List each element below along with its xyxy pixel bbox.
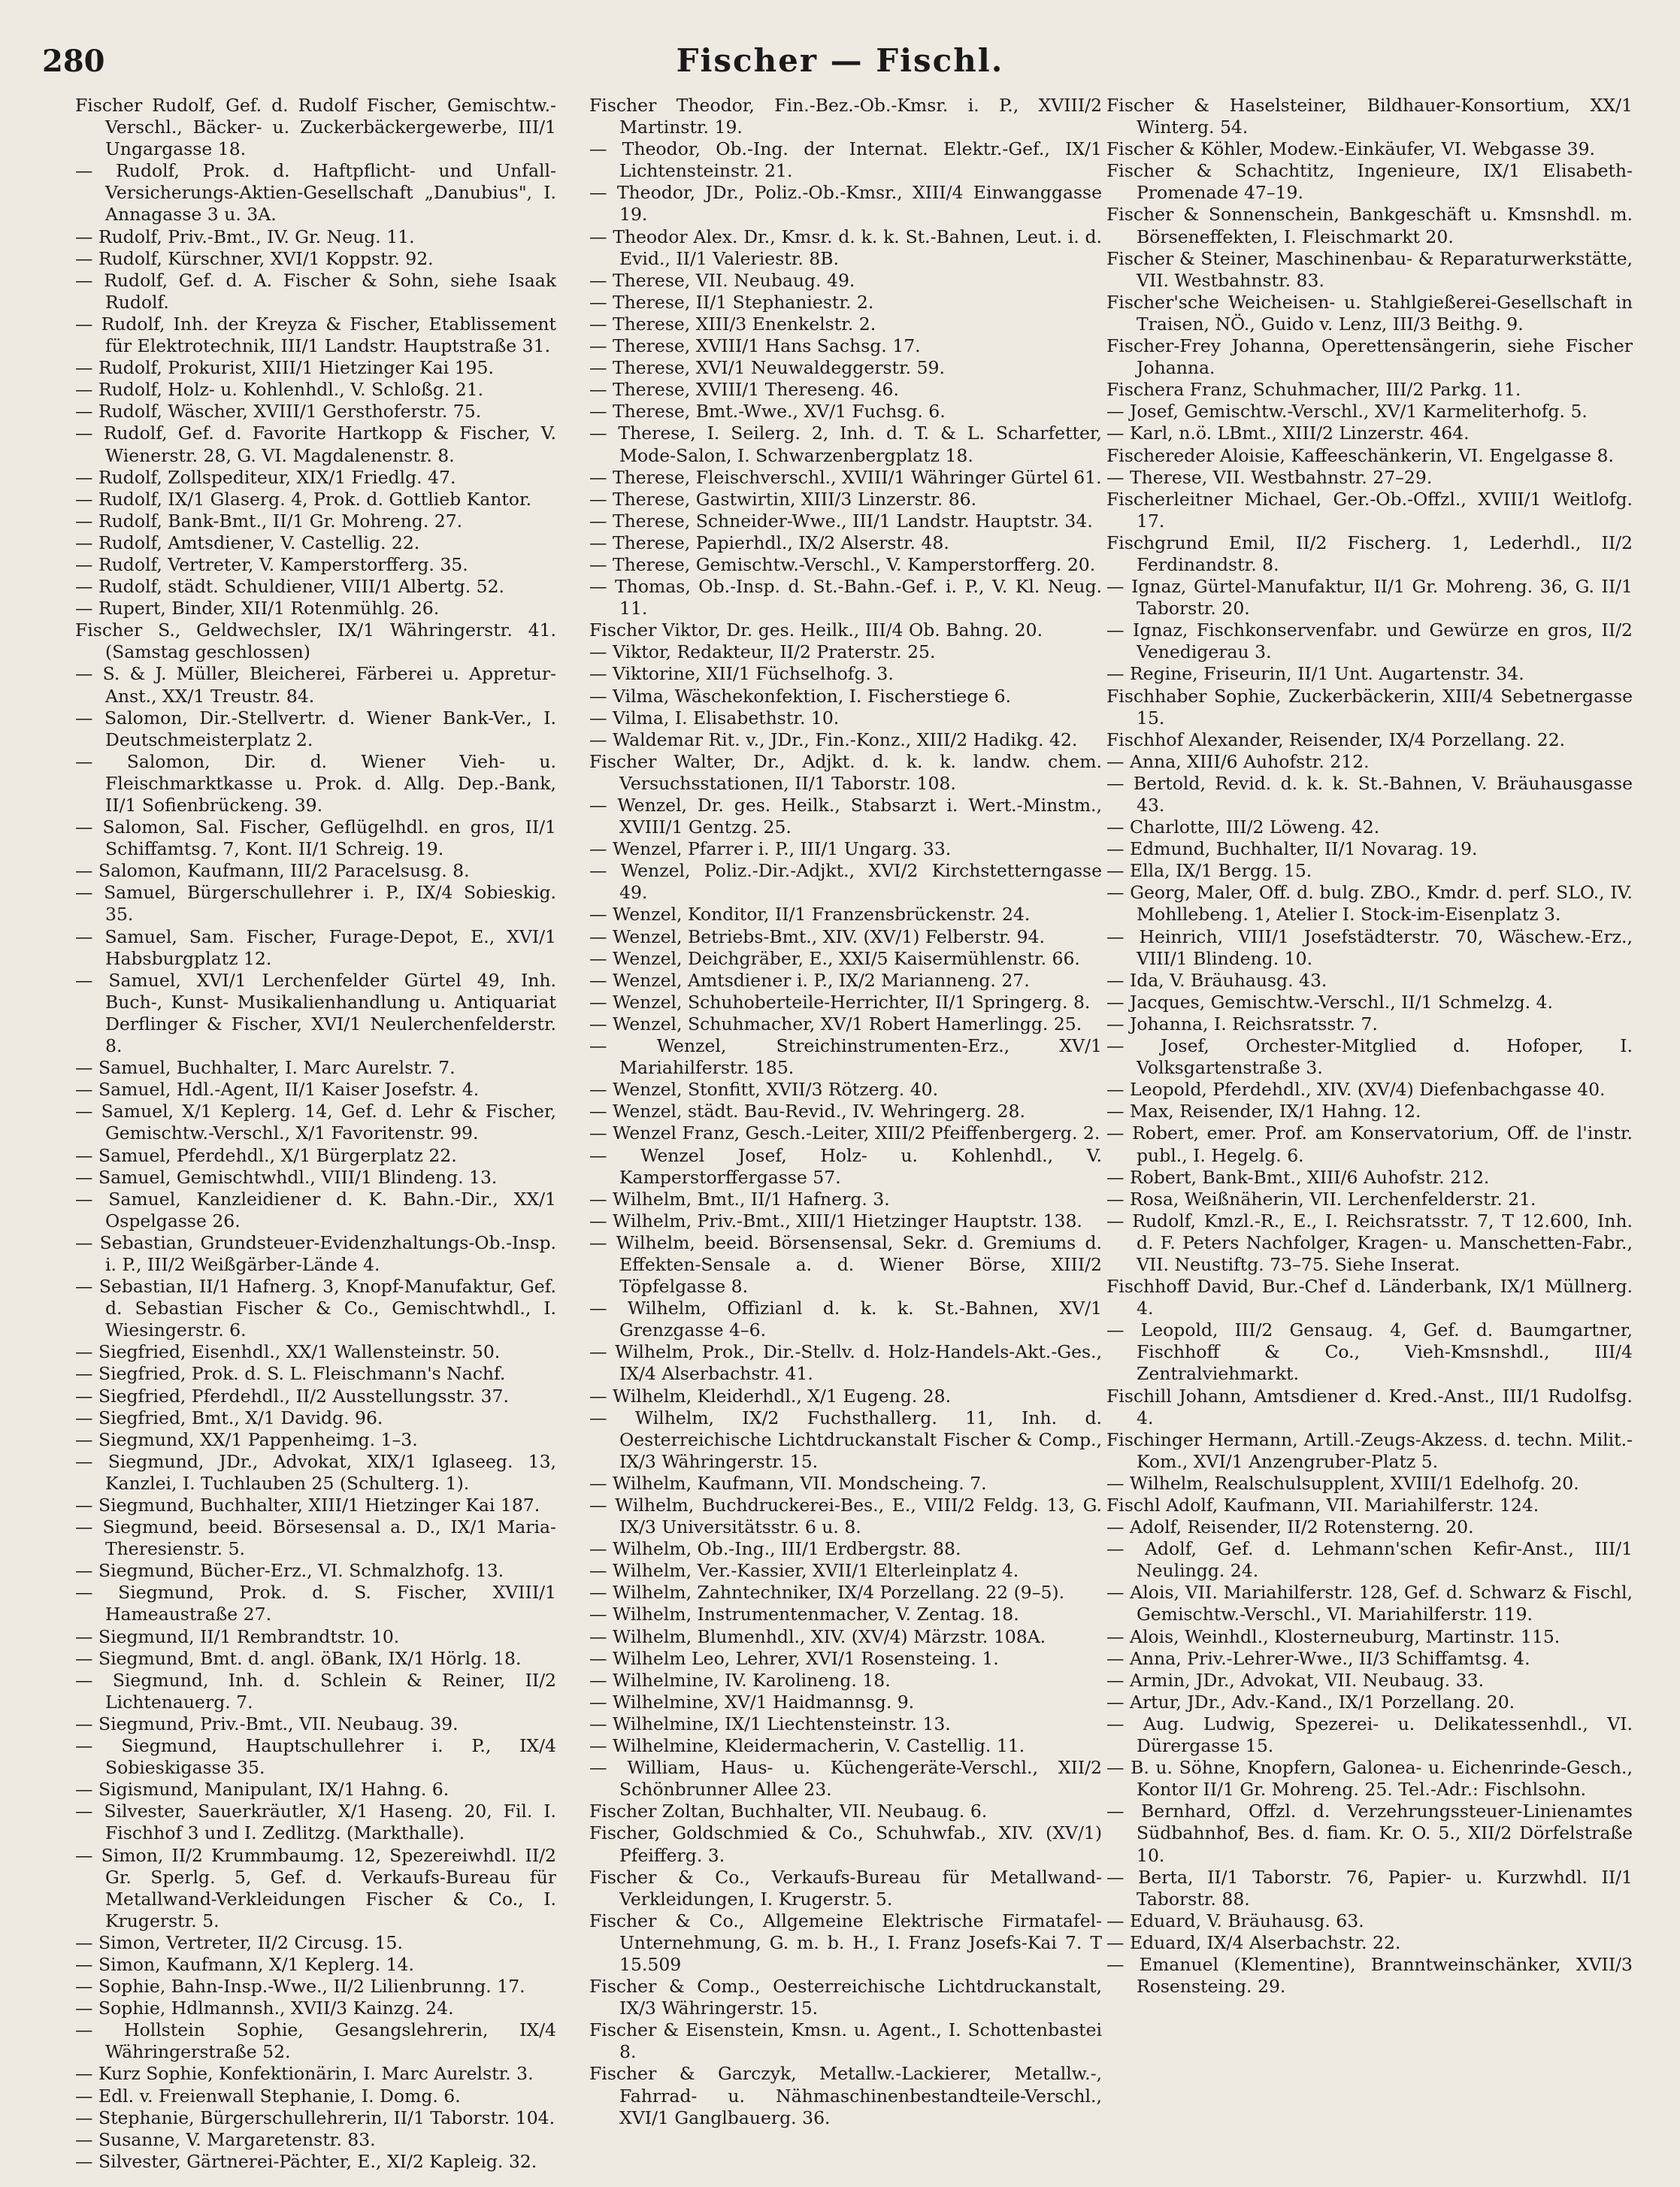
directory-entry: — Eduard, V. Bräuhausg. 63. bbox=[1106, 1910, 1364, 1931]
directory-entry: — Therese, VII. Westbahnstr. 27–29. bbox=[1106, 466, 1433, 488]
directory-entry: — Silvester, Gärtnerei-Pächter, E., XI/2 Kapleig. 32. bbox=[75, 2150, 537, 2172]
directory-entry: — Jacques, Gemischtw.-Verschl., II/1 Schmelzg. 4. bbox=[1106, 991, 1553, 1013]
directory-entry: — Siegmund, Bmt. d. angl. öBank, IX/1 Hörlg. 18. bbox=[75, 1647, 522, 1669]
directory-entry: — Samuel, Sam. Fischer, Furage-Depot, E., XVI/1 Habsburgplatz 12. bbox=[75, 925, 556, 969]
directory-entry: — Susanne, V. Margaretenstr. 83. bbox=[75, 2128, 376, 2150]
directory-entry: — Wilhelm, Ob.-Ing., III/1 Erdbergstr. 88. bbox=[589, 1538, 961, 1560]
directory-entry: — Heinrich, VIII/1 Josefstädterstr. 70, Wäschew.-Erz., VIII/1 Blindeng. 10. bbox=[1106, 925, 1633, 969]
directory-entry: — Siegmund, Prok. d. S. Fischer, XVIII/1 Hameaustraße 27. bbox=[75, 1582, 556, 1625]
directory-entry: — Armin, JDr., Advokat, VII. Neubaug. 33. bbox=[1106, 1669, 1485, 1691]
directory-entry: — Theodor, Ob.-Ing. der Internat. Elektr.-Gef., IX/1 Lichtensteinstr. 21. bbox=[589, 138, 1102, 182]
directory-entry: — Rosa, Weißnäherin, VII. Lerchenfelderstr. 21. bbox=[1106, 1188, 1536, 1210]
directory-entry: — Siegfried, Bmt., X/1 Davidg. 96. bbox=[75, 1407, 383, 1428]
directory-entry: — Siegfried, Prok. d. S. L. Fleischmann's Nachf. bbox=[75, 1363, 506, 1385]
directory-entry: — Wenzel Franz, Gesch.-Leiter, XIII/2 Pfeiffenbergerg. 2. bbox=[589, 1122, 1100, 1144]
directory-entry: — Rudolf, Gef. d. Favorite Hartkopp & Fischer, V. Wienerstr. 28, G. VI. Magdalenenstr. 8. bbox=[75, 423, 556, 466]
directory-entry: — Siegfried, Eisenhdl., XX/1 Wallensteinstr. 50. bbox=[75, 1341, 501, 1363]
directory-entry: — Regine, Friseurin, II/1 Unt. Augartenstr. 34. bbox=[1106, 663, 1524, 685]
directory-entry: — Rudolf, Gef. d. A. Fischer & Sohn, siehe Isaak Rudolf. bbox=[75, 269, 556, 313]
directory-entry: — Wenzel, Betriebs-Bmt., XIV. (XV/1) Felberstr. 94. bbox=[589, 925, 1046, 947]
directory-entry: — Therese, XVI/1 Neuwaldeggerstr. 59. bbox=[589, 357, 945, 379]
directory-entry: — Theodor, JDr., Poliz.-Ob.-Kmsr., XIII/4 Einwanggasse 19. bbox=[589, 182, 1102, 226]
directory-entry: Fischhaber Sophie, Zuckerbäckerin, XIII/4 Sebetnergasse 15. bbox=[1106, 685, 1633, 728]
directory-entry: — Aug. Ludwig, Spezerei- u. Delikatessenhdl., VI. Dürergasse 15. bbox=[1106, 1713, 1633, 1757]
directory-entry: — Robert, emer. Prof. am Konservatorium, Off. de l'instr. publ., I. Hegelg. 6. bbox=[1106, 1122, 1633, 1166]
directory-entry: — Therese, Bmt.-Wwe., XV/1 Fuchsg. 6. bbox=[589, 401, 946, 423]
directory-entry: — Wilhelm, Realschulsupplent, XVIII/1 Edelhofg. 20. bbox=[1106, 1472, 1579, 1494]
directory-entry: — Rudolf, Zollspediteur, XIX/1 Friedlg. 47. bbox=[75, 466, 456, 488]
directory-entry: — Therese, Papierhdl., IX/2 Alserstr. 48. bbox=[589, 532, 949, 553]
directory-entry: — Samuel, Hdl.-Agent, II/1 Kaiser Josefstr. 4. bbox=[75, 1079, 480, 1101]
directory-entry: — Leopold, III/2 Gensaug. 4, Gef. d. Baumgartner, Fischhoff & Co., Vieh-Kmsnshdl., III/4 Zentralviehmarkt. bbox=[1106, 1319, 1633, 1385]
directory-entry: — Wenzel, Konditor, II/1 Franzensbrückenstr. 24. bbox=[589, 904, 1031, 925]
directory-entry: Fischgrund Emil, II/2 Fischerg. 1, Lederhdl., II/2 Ferdinandstr. 8. bbox=[1106, 532, 1633, 575]
directory-entry: — Therese, Schneider-Wwe., III/1 Landstr. Hauptstr. 34. bbox=[589, 510, 1093, 532]
directory-entry: — Viktor, Redakteur, II/2 Praterstr. 25. bbox=[589, 641, 936, 663]
directory-entry: — Wilhelm, Blumenhdl., XIV. (XV/4) Märzstr. 108A. bbox=[589, 1625, 1046, 1647]
directory-entry: Fischer & Steiner, Maschinenbau- & Reparaturwerkstätte, VII. Westbahnstr. 83. bbox=[1106, 247, 1633, 291]
directory-entry: — Sebastian, Grundsteuer-Evidenzhaltungs-Ob.-Insp. i. P., III/2 Weißgärber-Lände 4. bbox=[75, 1231, 556, 1275]
directory-entry: — Therese, Gastwirtin, XIII/3 Linzerstr. 86. bbox=[589, 488, 977, 510]
directory-entry: Fischinger Hermann, Artill.-Zeugs-Akzess. d. techn. Milit.-Kom., XVI/1 Anzengruber-Platz 5. bbox=[1106, 1428, 1633, 1472]
directory-entry: — Silvester, Sauerkräutler, X/1 Haseng. 20, Fil. I. Fischhof 3 und I. Zedlitzg. (Markthalle). bbox=[75, 1801, 556, 1844]
directory-entry: — Wilhelmine, Kleidermacherin, V. Castellig. 11. bbox=[589, 1735, 1025, 1757]
directory-entry: — Sophie, Hdlmannsh., XVII/3 Kainzg. 24. bbox=[75, 1998, 454, 2019]
directory-entry: — Rupert, Binder, XII/1 Rotenmühlg. 26. bbox=[75, 598, 440, 619]
directory-entry: — Wenzel, Schuhmacher, XV/1 Robert Hamerlingg. 25. bbox=[589, 1013, 1082, 1034]
directory-entry: Fischhof Alexander, Reisender, IX/4 Porzellang. 22. bbox=[1106, 728, 1566, 750]
directory-entry: — Therese, XVIII/1 Thereseng. 46. bbox=[589, 379, 899, 401]
directory-entry: — Simon, Vertreter, II/2 Circusg. 15. bbox=[75, 1931, 403, 1953]
directory-entry: Fischer S., Geldwechsler, IX/1 Währingerstr. 41. (Samstag geschlossen) bbox=[75, 619, 556, 663]
directory-entry: — Siegmund, XX/1 Pappenheimg. 1–3. bbox=[75, 1428, 418, 1450]
directory-entry: — Siegmund, Buchhalter, XIII/1 Hietzinger Kai 187. bbox=[75, 1495, 540, 1516]
directory-entry: — Rudolf, Kmzl.-R., E., I. Reichsratsstr. 7, T 12.600, Inh. d. F. Peters Nachfolger, Kragen- u. Manschetten-Fabr., VII. Neustiftg. 73–75. Siehe Inserat. bbox=[1106, 1210, 1633, 1275]
directory-entry: Fischer Zoltan, Buchhalter, VII. Neubaug. 6. bbox=[589, 1801, 988, 1822]
directory-entry: Fischer & Köhler, Modew.-Einkäufer, VI. Webgasse 39. bbox=[1106, 138, 1595, 160]
directory-entry: — Sebastian, II/1 Hafnerg. 3, Knopf-Manufaktur, Gef. d. Sebastian Fischer & Co., Gemischtwhdl., I. Wiesingerstr. 6. bbox=[75, 1276, 556, 1341]
directory-entry: — Therese, XIII/3 Enenkelstr. 2. bbox=[589, 313, 876, 335]
directory-entry: — Therese, Gemischtw.-Verschl., V. Kamperstorfferg. 20. bbox=[589, 553, 1096, 575]
directory-entry: — Wilhelm, Ver.-Kassier, XVII/1 Elterleinplatz 4. bbox=[589, 1560, 1019, 1582]
directory-entry: — Rudolf, städt. Schuldiener, VIII/1 Albertg. 52. bbox=[75, 576, 505, 598]
directory-entry: Fischer Walter, Dr., Adjkt. d. k. k. landw. chem. Versuchsstationen, II/1 Taborstr. 108. bbox=[589, 750, 1102, 794]
directory-entry: — Josef, Orchester-Mitglied d. Hofoper, I. Volksgartenstraße 3. bbox=[1106, 1035, 1633, 1079]
directory-entry: — Therese, VII. Neubaug. 49. bbox=[589, 269, 855, 291]
directory-entry: — Wilhelm, Instrumentenmacher, V. Zentag. 18. bbox=[589, 1604, 1019, 1625]
directory-entry: — Samuel, Bürgerschullehrer i. P., IX/4 Sobieskig. 35. bbox=[75, 882, 556, 925]
directory-entry: — Rudolf, Priv.-Bmt., IV. Gr. Neug. 11. bbox=[75, 226, 415, 247]
directory-entry: — Wilhelmine, IV. Karolineng. 18. bbox=[589, 1669, 891, 1691]
running-head: Fischer — Fischl. bbox=[676, 42, 1004, 79]
directory-entry: — Wilhelm, Prok., Dir.-Stellv. d. Holz-Handels-Akt.-Ges., IX/4 Alserbachstr. 41. bbox=[589, 1341, 1102, 1385]
directory-entry: Fischhoff David, Bur.-Chef d. Länderbank, IX/1 Müllnerg. 4. bbox=[1106, 1276, 1633, 1319]
directory-entry: — Simon, Kaufmann, X/1 Keplerg. 14. bbox=[75, 1953, 414, 1975]
directory-entry: — Wilhelm, Kaufmann, VII. Mondscheing. 7. bbox=[589, 1472, 987, 1494]
directory-entry: — Siegmund, Hauptschullehrer i. P., IX/4 Sobieskigasse 35. bbox=[75, 1735, 556, 1779]
directory-entry: — Josef, Gemischtw.-Verschl., XV/1 Karmeliterhofg. 5. bbox=[1106, 401, 1588, 423]
directory-entry: — Waldemar Rit. v., JDr., Fin.-Konz., XIII/2 Hadikg. 42. bbox=[589, 728, 1078, 750]
directory-entry: — Wilhelmine, IX/1 Liechtensteinstr. 13. bbox=[589, 1713, 951, 1734]
directory-entry: — Rudolf, Wäscher, XVIII/1 Gersthoferstr. 75. bbox=[75, 401, 482, 423]
directory-entry: — Artur, JDr., Adv.-Kand., IX/1 Porzellang. 20. bbox=[1106, 1691, 1515, 1713]
directory-entry: — Samuel, Buchhalter, I. Marc Aurelstr. 7. bbox=[75, 1057, 456, 1079]
directory-entry: — Therese, XVIII/1 Hans Sachsg. 17. bbox=[589, 335, 921, 357]
directory-entry: — Wenzel, Poliz.-Dir.-Adjkt., XVI/2 Kirchstetterngasse 49. bbox=[589, 860, 1102, 904]
directory-entry: — Wilhelm, Zahntechniker, IX/4 Porzellang. 22 (9–5). bbox=[589, 1582, 1065, 1604]
directory-entry: — Sigismund, Manipulant, IX/1 Hahng. 6. bbox=[75, 1779, 450, 1801]
directory-entry: — Berta, II/1 Taborstr. 76, Papier- u. Kurzwhdl. II/1 Taborstr. 88. bbox=[1106, 1866, 1633, 1910]
directory-entry: — Wilhelm, Priv.-Bmt., XIII/1 Hietzinger Hauptstr. 138. bbox=[589, 1210, 1082, 1231]
directory-entry: — Stephanie, Bürgerschullehrerin, II/1 Taborstr. 104. bbox=[75, 2107, 555, 2128]
directory-entry: Fischer & Schachtitz, Ingenieure, IX/1 Elisabeth-Promenade 47–19. bbox=[1106, 160, 1633, 204]
directory-entry: Fischerleitner Michael, Ger.-Ob.-Offzl., XVIII/1 Weitlofg. 17. bbox=[1106, 488, 1633, 532]
directory-entry: — S. & J. Müller, Bleicherei, Färberei u. Appretur-Anst., XX/1 Treustr. 84. bbox=[75, 663, 556, 707]
directory-entry: — Rudolf, IX/1 Glaserg. 4, Prok. d. Gottlieb Kantor. bbox=[75, 488, 532, 510]
directory-entry: Fischer & Comp., Oesterreichische Lichtdruckanstalt, IX/3 Währingerstr. 15. bbox=[589, 1976, 1102, 2019]
directory-entry: Fischer & Haselsteiner, Bildhauer-Konsortium, XX/1 Winterg. 54. bbox=[1106, 95, 1633, 138]
directory-entry: — Hollstein Sophie, Gesangslehrerin, IX/4 Währingerstraße 52. bbox=[75, 2019, 556, 2063]
directory-entry: — Emanuel (Klementine), Branntweinschänker, XVII/3 Rosensteing. 29. bbox=[1106, 1953, 1633, 1998]
directory-entry: Fischer Rudolf, Gef. d. Rudolf Fischer, Gemischtw.-Verschl., Bäcker- u. Zuckerbäckergewerbe, III/1 Ungargasse 18. bbox=[75, 95, 556, 160]
directory-entry: — Wenzel, Amtsdiener i. P., IX/2 Marianneng. 27. bbox=[589, 969, 1030, 991]
directory-entry: — Wenzel, Dr. ges. Heilk., Stabsarzt i. Wert.-Minstm., XVIII/1 Gentzg. 25. bbox=[589, 795, 1102, 838]
directory-entry: Fischereder Aloisie, Kaffeeschänkerin, VI. Engelgasse 8. bbox=[1106, 444, 1614, 466]
directory-entry: — Samuel, Gemischtwhdl., VIII/1 Blindeng. 13. bbox=[75, 1166, 498, 1188]
directory-entry: — Robert, Bank-Bmt., XIII/6 Auhofstr. 212. bbox=[1106, 1166, 1490, 1188]
directory-entry: — Vilma, Wäschekonfektion, I. Fischerstiege 6. bbox=[589, 685, 1012, 707]
directory-entry: Fischer & Eisenstein, Kmsn. u. Agent., I. Schottenbastei 8. bbox=[589, 2019, 1102, 2063]
directory-entry: — Wenzel, Pfarrer i. P., III/1 Ungarg. 33. bbox=[589, 838, 952, 860]
directory-entry: Fischer, Goldschmied & Co., Schuhwfab., XIV. (XV/1) Pfeifferg. 3. bbox=[589, 1822, 1102, 1866]
directory-entry: — Salomon, Sal. Fischer, Geflügelhdl. en gros, II/1 Schiffamtsg. 7, Kont. II/1 Schreig. 19. bbox=[75, 816, 556, 860]
directory-entry: — Ignaz, Gürtel-Manufaktur, II/1 Gr. Mohreng. 36, G. II/1 Taborstr. 20. bbox=[1106, 576, 1633, 619]
directory-entry: — Adolf, Reisender, II/2 Rotensterng. 20. bbox=[1106, 1516, 1474, 1538]
directory-entry: — Wilhelm, IX/2 Fuchsthallerg. 11, Inh. d. Oesterreichische Lichtdruckanstalt Fischer & Comp., IX/3 Währingerstr. 15. bbox=[589, 1407, 1102, 1472]
directory-entry: — Therese, Fleischverschl., XVIII/1 Währinger Gürtel 61. bbox=[589, 466, 1102, 488]
directory-entry: — Eduard, IX/4 Alserbachstr. 22. bbox=[1106, 1931, 1401, 1953]
directory-entry: Fischer-Frey Johanna, Operettensängerin, siehe Fischer Johanna. bbox=[1106, 335, 1633, 379]
directory-entry: — Rudolf, Kürschner, XVI/1 Koppstr. 92. bbox=[75, 247, 434, 269]
directory-entry: — Siegmund, Inh. d. Schlein & Reiner, II/2 Lichtenauerg. 7. bbox=[75, 1669, 556, 1713]
directory-entry: — Rudolf, Prokurist, XIII/1 Hietzinger Kai 195. bbox=[75, 357, 494, 379]
directory-entry: — Georg, Maler, Off. d. bulg. ZBO., Kmdr. d. perf. SLO., IV. Mohllebeng. 1, Atelier I. Stock-im-Eisenplatz 3. bbox=[1106, 882, 1633, 925]
directory-entry: — Siegmund, Bücher-Erz., VI. Schmalzhofg. 13. bbox=[75, 1560, 504, 1582]
directory-entry: — Adolf, Gef. d. Lehmann'schen Kefir-Anst., III/1 Neulingg. 24. bbox=[1106, 1538, 1633, 1582]
directory-entry: — Wilhelm, Kleiderhdl., X/1 Eugeng. 28. bbox=[589, 1385, 952, 1407]
directory-column-1 bbox=[75, 95, 556, 2173]
directory-entry: — Siegmund, II/1 Rembrandtstr. 10. bbox=[75, 1625, 400, 1647]
directory-entry: — Wenzel, städt. Bau-Revid., IV. Wehringerg. 28. bbox=[589, 1101, 1025, 1122]
directory-entry: — Bernhard, Offzl. d. Verzehrungssteuer-Linienamtes Südbahnhof, Bes. d. fiam. Kr. O. 5., XII/2 Dörfelstraße 10. bbox=[1106, 1801, 1633, 1866]
directory-entry: Fischl Adolf, Kaufmann, VII. Mariahilferstr. 124. bbox=[1106, 1495, 1539, 1516]
directory-column-2 bbox=[589, 95, 1102, 2129]
directory-entry: — B. u. Söhne, Knopfern, Galonea- u. Eichenrinde-Gesch., Kontor II/1 Gr. Mohreng. 25. Tel.-Adr.: Fischlsohn. bbox=[1106, 1757, 1633, 1801]
directory-entry: — Samuel, XVI/1 Lerchenfelder Gürtel 49, Inh. Buch-, Kunst- Musikalienhandlung u. Antiquariat Derflinger & Fischer, XVI/1 Neulerchenfelderstr. 8. bbox=[75, 969, 556, 1057]
directory-entry: — Alois, VII. Mariahilferstr. 128, Gef. d. Schwarz & Fischl, Gemischtw.-Verschl., VI. Mariahilferstr. 119. bbox=[1106, 1582, 1633, 1625]
directory-entry: — Anna, Priv.-Lehrer-Wwe., II/3 Schiffamtsg. 4. bbox=[1106, 1647, 1530, 1669]
directory-entry: — Rudolf, Bank-Bmt., II/1 Gr. Mohreng. 27. bbox=[75, 510, 463, 532]
directory-entry: — Max, Reisender, IX/1 Hahng. 12. bbox=[1106, 1101, 1421, 1122]
directory-entry: — Wilhelmine, XV/1 Haidmannsg. 9. bbox=[589, 1691, 915, 1713]
page-number: 280 bbox=[42, 44, 105, 79]
directory-entry: — Edl. v. Freienwall Stephanie, I. Domg. 6. bbox=[75, 2085, 461, 2107]
directory-entry: — Therese, II/1 Stephaniestr. 2. bbox=[589, 291, 874, 313]
directory-entry: Fischer Viktor, Dr. ges. Heilk., III/4 Ob. Bahng. 20. bbox=[589, 619, 1043, 641]
directory-entry: Fischer & Sonnenschein, Bankgeschäft u. Kmsnshdl. m. Börseneffekten, I. Fleischmarkt 20. bbox=[1106, 204, 1633, 247]
directory-entry: — Therese, I. Seilerg. 2, Inh. d. T. & L. Scharfetter, Mode-Salon, I. Schwarzenbergplatz 18. bbox=[589, 423, 1102, 466]
directory-entry: — Wenzel, Deichgräber, E., XXI/5 Kaisermühlenstr. 66. bbox=[589, 947, 1080, 969]
directory-entry: — Samuel, Kanzleidiener d. K. Bahn.-Dir., XX/1 Ospelgasse 26. bbox=[75, 1188, 556, 1231]
directory-entry: — Anna, XIII/6 Auhofstr. 212. bbox=[1106, 750, 1370, 772]
directory-entry: — Siegfried, Pferdehdl., II/2 Ausstellungsstr. 37. bbox=[75, 1385, 509, 1407]
directory-entry: — Edmund, Buchhalter, II/1 Novarag. 19. bbox=[1106, 838, 1478, 860]
directory-entry: Fischer'sche Weicheisen- u. Stahlgießerei-Gesellschaft in Traisen, NÖ., Guido v. Lenz, III/3 Beithg. 9. bbox=[1106, 291, 1633, 335]
directory-entry: — Alois, Weinhdl., Klosterneuburg, Martinstr. 115. bbox=[1106, 1625, 1560, 1647]
directory-entry: — Wilhelm, Offizianl d. k. k. St.-Bahnen, XV/1 Grenzgasse 4–6. bbox=[589, 1298, 1102, 1341]
directory-entry: Fischera Franz, Schuhmacher, III/2 Parkg. 11. bbox=[1106, 379, 1521, 401]
directory-entry: — Rudolf, Inh. der Kreyza & Fischer, Etablissement für Elektrotechnik, III/1 Landstr. Hauptstraße 31. bbox=[75, 313, 556, 357]
directory-entry: — Wenzel Josef, Holz- u. Kohlenhdl., V. Kamperstorffergasse 57. bbox=[589, 1144, 1102, 1188]
directory-entry: — Samuel, X/1 Keplerg. 14, Gef. d. Lehr & Fischer, Gemischtw.-Verschl., X/1 Favoritenstr. 99. bbox=[75, 1101, 556, 1144]
directory-entry: — Bertold, Revid. d. k. k. St.-Bahnen, V. Bräuhausgasse 43. bbox=[1106, 772, 1633, 816]
directory-entry: Fischer & Co., Verkaufs-Bureau für Metallwand-Verkleidungen, I. Krugerstr. 5. bbox=[589, 1866, 1102, 1910]
directory-entry: — Theodor Alex. Dr., Kmsr. d. k. k. St.-Bahnen, Leut. i. d. Evid., II/1 Valeriestr. 8B. bbox=[589, 226, 1102, 269]
directory-entry: — Wenzel, Stonfitt, XVII/3 Rötzerg. 40. bbox=[589, 1079, 939, 1101]
directory-entry: — Wilhelm, Bmt., II/1 Hafnerg. 3. bbox=[589, 1188, 890, 1210]
directory-entry: — Siegmund, JDr., Advokat, XIX/1 Iglaseeg. 13, Kanzlei, I. Tuchlauben 25 (Schulterg. 1). bbox=[75, 1450, 556, 1494]
directory-entry: — Rudolf, Vertreter, V. Kamperstorfferg. 35. bbox=[75, 553, 468, 575]
directory-entry: — Wilhelm, beeid. Börsensensal, Sekr. d. Gremiums d. Effekten-Sensale a. d. Wiener Börse, XIII/2 Töpfelgasse 8. bbox=[589, 1231, 1102, 1298]
directory-entry: — Charlotte, III/2 Löweng. 42. bbox=[1106, 816, 1380, 838]
directory-entry: — Samuel, Pferdehdl., X/1 Bürgerplatz 22. bbox=[75, 1144, 457, 1166]
directory-entry: — Leopold, Pferdehdl., XIV. (XV/4) Diefenbachgasse 40. bbox=[1106, 1079, 1606, 1101]
directory-entry: — Siegmund, Priv.-Bmt., VII. Neubaug. 39. bbox=[75, 1713, 459, 1734]
directory-entry: Fischer & Co., Allgemeine Elektrische Firmatafel-Unternehmung, G. m. b. H., I. Franz Josefs-Kai 7. T 15.509 bbox=[589, 1910, 1102, 1975]
directory-entry: Fischer & Garczyk, Metallw.-Lackierer, Metallw.-, Fahrrad- u. Nähmaschinenbestandteile-Verschl., XVI/1 Ganglbauerg. 36. bbox=[589, 2063, 1102, 2128]
directory-entry: — Ignaz, Fischkonservenfabr. und Gewürze en gros, II/2 Venedigerau 3. bbox=[1106, 619, 1633, 663]
directory-entry: — Thomas, Ob.-Insp. d. St.-Bahn.-Gef. i. P., V. Kl. Neug. 11. bbox=[589, 576, 1102, 619]
directory-entry: — Salomon, Dir.-Stellvertr. d. Wiener Bank-Ver., I. Deutschmeisterplatz 2. bbox=[75, 707, 556, 750]
directory-entry: — Ella, IX/1 Bergg. 15. bbox=[1106, 860, 1312, 882]
directory-entry: — Siegmund, beeid. Börsesensal a. D., IX/1 Maria-Theresienstr. 5. bbox=[75, 1516, 556, 1560]
directory-entry: — Rudolf, Amtsdiener, V. Castellig. 22. bbox=[75, 532, 420, 553]
directory-entry: — Salomon, Dir. d. Wiener Vieh- u. Fleischmarktkasse u. Prok. d. Allg. Dep.-Bank, II/1 Sofienbrückeng. 39. bbox=[75, 750, 556, 816]
directory-entry: — Wilhelm, Buchdruckerei-Bes., E., VIII/2 Feldg. 13, G. IX/3 Universitätsstr. 6 u. 8. bbox=[589, 1495, 1102, 1538]
directory-entry: Fischer Theodor, Fin.-Bez.-Ob.-Kmsr. i. P., XVIII/2 Martinstr. 19. bbox=[589, 95, 1102, 138]
directory-entry: — Salomon, Kaufmann, III/2 Paracelsusg. 8. bbox=[75, 860, 470, 882]
directory-entry: — Karl, n.ö. LBmt., XIII/2 Linzerstr. 464. bbox=[1106, 423, 1470, 444]
directory-entry: — William, Haus- u. Küchengeräte-Verschl., XII/2 Schönbrunner Allee 23. bbox=[589, 1757, 1102, 1801]
directory-entry: — Ida, V. Bräuhausg. 43. bbox=[1106, 969, 1327, 991]
directory-entry: — Wenzel, Schuhoberteile-Herrichter, II/1 Springerg. 8. bbox=[589, 991, 1091, 1013]
directory-entry: Fischill Johann, Amtsdiener d. Kred.-Anst., III/1 Rudolfsg. 4. bbox=[1106, 1385, 1633, 1428]
directory-entry: — Sophie, Bahn-Insp.-Wwe., II/2 Lilienbrunng. 17. bbox=[75, 1976, 525, 1998]
directory-entry: — Vilma, I. Elisabethstr. 10. bbox=[589, 707, 840, 728]
directory-entry: — Kurz Sophie, Konfektionärin, I. Marc Aurelstr. 3. bbox=[75, 2063, 534, 2085]
directory-entry: — Rudolf, Holz- u. Kohlenhdl., V. Schloßg. 21. bbox=[75, 379, 484, 401]
directory-entry: — Viktorine, XII/1 Füchselhofg. 3. bbox=[589, 663, 894, 685]
directory-entry: — Wenzel, Streichinstrumenten-Erz., XV/1 Mariahilferstr. 185. bbox=[589, 1035, 1102, 1079]
directory-entry: — Rudolf, Prok. d. Haftpflicht- und Unfall-Versicherungs-Aktien-Gesellschaft „Danubius", I. Annagasse 3 u. 3A. bbox=[75, 160, 556, 226]
directory-entry: — Simon, II/2 Krummbaumg. 12, Spezereiwhdl. II/2 Gr. Sperlg. 5, Gef. d. Verkaufs-Bureau für Metallwand-Verkleidungen Fischer & Co., I. Krugerstr. 5. bbox=[75, 1844, 556, 1931]
directory-column-3 bbox=[1106, 95, 1633, 1998]
directory-entry: — Wilhelm Leo, Lehrer, XVI/1 Rosensteing. 1. bbox=[589, 1647, 999, 1669]
directory-entry: — Johanna, I. Reichsratsstr. 7. bbox=[1106, 1013, 1378, 1034]
